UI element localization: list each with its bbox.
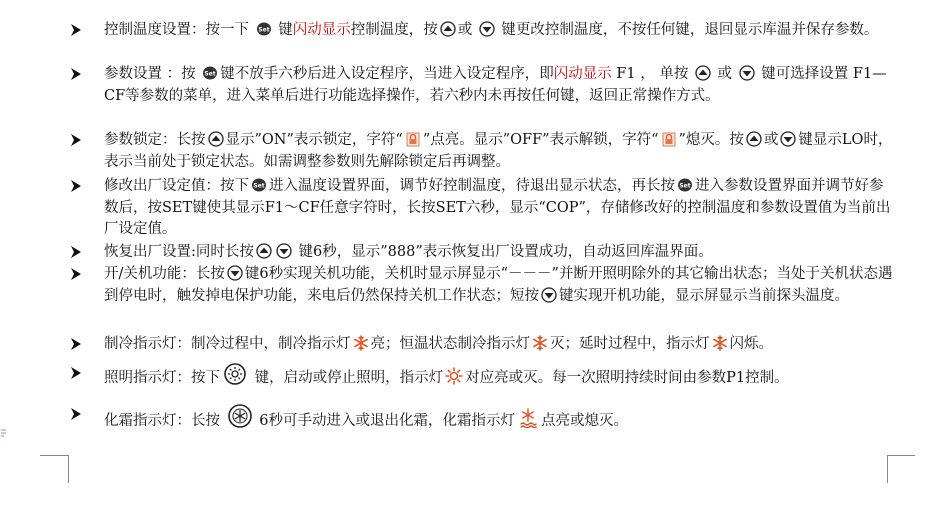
text-run: 制冷指示灯：制冷过程中，制冷指示灯 xyxy=(104,336,351,352)
text-run: 灭；延时过程中，指示灯 xyxy=(550,336,710,352)
set-icon xyxy=(202,65,218,81)
set-icon xyxy=(677,177,693,193)
svg-text:Set: Set xyxy=(253,182,265,190)
text-run: 键实现开机功能，显示屏显示当前探头温度。 xyxy=(559,287,849,304)
text-run: 或 xyxy=(763,132,779,148)
page-corner-mark xyxy=(40,455,68,456)
bullet-arrow-icon xyxy=(70,244,82,258)
text-run: 开/关机功能：长按 xyxy=(104,266,225,282)
text-run: 点亮或熄灭。 xyxy=(540,413,628,429)
text-run: 控制温度设置：按一下 xyxy=(104,22,254,38)
set-icon xyxy=(251,177,267,193)
text-run: ”点亮。显示”OFF”表示解锁，字符“ xyxy=(422,132,659,148)
text-run: 进入参数设置界面并调节好参数后，按SET键使其显示F1～CF任意字符时，长按SET六秒，显示“COP”，存储修改好的控制温度和参数设置值为当前出厂设定值。 xyxy=(104,178,891,237)
item-text xyxy=(104,264,894,307)
item-text xyxy=(104,334,894,356)
highlight-text: 闪动显示 xyxy=(292,22,351,38)
up-icon xyxy=(208,131,224,147)
text-run: 键6秒实现关机功能，关机时显示屏显示“－－－”并断开照明除外的其它输出状态；当处于关机状态遇到停电时，触发掉电保护功能，来电后仍然保持关机工作状态；短按 xyxy=(104,266,893,304)
text-run: 修改出厂设定值：按下 xyxy=(104,178,249,194)
text-run: F1 ， 单按 xyxy=(611,66,693,82)
down-icon xyxy=(780,131,796,147)
snow-icon xyxy=(712,335,728,351)
item-text xyxy=(104,242,894,264)
down-icon xyxy=(227,265,243,281)
up-icon xyxy=(440,21,456,37)
text-run: 键显示LO时，表示当前处于锁定状态。如需调整参数则先解除锁定后再调整。 xyxy=(104,132,893,170)
text-run: 或 xyxy=(712,66,737,82)
text-run: 键，启动或停止照明，指示灯 xyxy=(250,370,444,386)
item-text xyxy=(104,363,894,390)
bullet-arrow-icon xyxy=(70,178,82,192)
item-text xyxy=(104,176,894,241)
text-run: 照明指示灯：按下 xyxy=(104,370,220,386)
snow-icon xyxy=(353,335,369,351)
text-run: 显示”ON”表示锁定，字符“ xyxy=(225,132,403,148)
item-text xyxy=(104,64,894,107)
svg-text:Set: Set xyxy=(257,26,270,34)
text-run: 参数设置 ：按 xyxy=(104,66,201,82)
svg-text:Set: Set xyxy=(679,182,691,190)
bullet-arrow-icon xyxy=(70,406,82,420)
text-run: 键 xyxy=(273,22,293,38)
text-run: 进入温度设置界面，调节好控制温度，待退出显示状态，再长按 xyxy=(269,178,675,194)
up-icon xyxy=(695,65,711,81)
anchor-icon xyxy=(0,428,8,440)
bullet-arrow-icon xyxy=(70,336,82,350)
text-run: ”熄灭。按 xyxy=(678,132,744,148)
down-icon xyxy=(276,243,292,259)
svg-text:Set: Set xyxy=(204,70,216,78)
bullet-arrow-icon xyxy=(70,365,82,379)
defrost-key-icon xyxy=(227,404,253,428)
item-text xyxy=(104,404,894,433)
sun-icon xyxy=(445,367,463,385)
down-icon xyxy=(479,21,495,37)
set-icon xyxy=(256,21,272,37)
bullet-arrow-icon xyxy=(70,66,82,80)
defrost-icon xyxy=(517,408,539,428)
page-corner-mark xyxy=(887,455,888,483)
text-run: 6秒可手动进入或退出化霜，化霜指示灯 xyxy=(254,413,515,429)
text-run: 亮；恒温状态制冷指示灯 xyxy=(370,336,530,352)
text-run: 恢复出厂设置:同时长按 xyxy=(104,244,254,260)
text-run: 参数锁定：长按 xyxy=(104,132,206,148)
page-corner-mark xyxy=(68,455,69,483)
text-run: 对应亮或灭。每一次照明持续时间由参数P1控制。 xyxy=(465,370,789,386)
text-run: 化霜指示灯：长按 xyxy=(104,413,225,429)
text-run: 控制温度，按 xyxy=(350,22,438,38)
lock-icon xyxy=(661,131,677,147)
text-run: 键可选择设置 F1—CF等参数的菜单，进入菜单后进行功能选择操作，若六秒内未再按任何键，返回正常操作方式。 xyxy=(104,66,887,104)
text-run: 闪烁。 xyxy=(729,336,773,352)
lock-icon xyxy=(405,131,421,147)
down-icon xyxy=(739,65,755,81)
snow-icon xyxy=(532,335,548,351)
light-key-icon xyxy=(222,363,248,385)
item-text xyxy=(104,20,894,42)
bullet-arrow-icon xyxy=(70,132,82,146)
text-run: 键6秒，显示”888”表示恢复出厂设置成功，自动返回库温界面。 xyxy=(293,244,713,260)
bullet-arrow-icon xyxy=(70,266,82,280)
highlight-text: 闪动显示 xyxy=(553,66,612,82)
down-icon xyxy=(541,287,557,303)
bullet-arrow-icon xyxy=(70,22,82,36)
up-icon xyxy=(746,131,762,147)
up-icon xyxy=(256,243,272,259)
text-run: 键更改控制温度，不按任何键，退回显示库温并保存参数。 xyxy=(496,22,879,38)
page-corner-mark xyxy=(887,455,915,456)
item-text xyxy=(104,130,894,173)
text-run: 键不放手六秒后进入设定程序，当进入设定程序，即 xyxy=(220,66,554,82)
text-run: 或 xyxy=(457,22,477,38)
